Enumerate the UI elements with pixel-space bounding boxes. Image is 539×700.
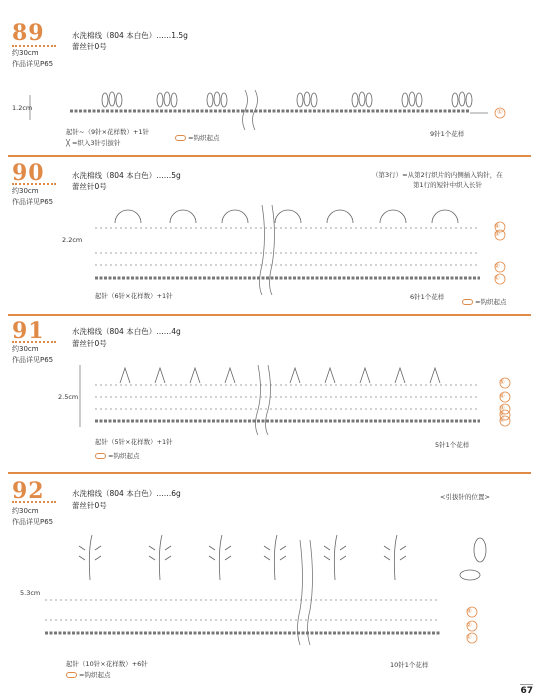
repeat-label: 5针1个花样	[435, 441, 470, 449]
row-marker: ④	[494, 222, 500, 230]
row-marker: ②	[466, 621, 472, 629]
height-label: 5.3cm	[20, 589, 41, 597]
row-marker: ②	[499, 410, 505, 418]
yarn-info: 水洗棉线（804 本白色）……4g	[72, 327, 181, 336]
section-divider	[8, 314, 531, 316]
height-label: 1.2cm	[12, 104, 33, 112]
row-marker: ③	[499, 404, 505, 412]
start-legend	[175, 133, 219, 142]
hook-info: 蕾丝针0号	[72, 501, 107, 510]
row3-note: （第3行）=从第2行织片的内侧插入钩针，在	[372, 171, 503, 179]
chain-note: 起针（10针×花样数）+6针	[66, 660, 148, 668]
chain-note: 起针（6针×花样数）+1针	[95, 292, 173, 300]
row-marker: ②	[494, 262, 500, 270]
row-marker: ⑤	[499, 378, 505, 386]
pattern-number: 89	[12, 20, 45, 46]
chain-note: 起针~（9针×花样数）+1针	[66, 128, 150, 136]
pattern-reference: 作品详见P65	[12, 198, 54, 206]
start-label: =钩织起点	[79, 671, 111, 679]
pattern-number: 92	[12, 478, 45, 504]
row-marker: ①	[497, 108, 503, 116]
pattern-reference: 作品详见P65	[12, 60, 54, 68]
row-marker: ①	[466, 633, 472, 641]
chain-note: 起针（5针×花样数）+1针	[95, 438, 173, 446]
pattern-length: 约30cm	[12, 345, 39, 353]
start-legend	[66, 670, 110, 679]
pattern-length: 约30cm	[12, 507, 39, 515]
pattern-number: 91	[12, 318, 45, 344]
yarn-info: 水洗棉线（804 本白色）……1.5g	[72, 31, 188, 40]
start-label: =钩织起点	[188, 134, 220, 142]
height-label: 2.5cm	[58, 393, 79, 401]
page-number: 67	[520, 686, 533, 696]
start-legend	[95, 451, 139, 460]
slip-position-title: <引拔针的位置>	[440, 493, 490, 501]
row-marker: ④	[499, 392, 505, 400]
height-label: 2.2cm	[62, 236, 83, 244]
dotted-rule	[12, 501, 56, 503]
crochet-diagram	[0, 520, 539, 650]
row3-note-cont: 第1行的短针中织入长针	[413, 181, 483, 189]
pattern-reference: 作品详见P65	[12, 356, 54, 364]
yarn-info: 水洗棉线（804 本白色）……5g	[72, 171, 181, 180]
hook-info: 蕾丝针0号	[72, 42, 107, 51]
stitch-note: ╳ =织入3针引拔针	[66, 139, 121, 147]
dotted-rule	[12, 183, 56, 185]
pattern-length: 约30cm	[12, 49, 39, 57]
hook-info: 蕾丝针0号	[72, 182, 107, 191]
pattern-length: 约30cm	[12, 187, 39, 195]
crochet-diagram	[0, 195, 539, 305]
pattern-number: 90	[12, 160, 45, 186]
start-label: =钩织起点	[108, 452, 140, 460]
section-divider	[8, 155, 531, 157]
row-marker: ①	[494, 274, 500, 282]
pattern-reference: 作品详见P65	[12, 518, 54, 526]
repeat-label: 9针1个花样	[430, 130, 465, 138]
crochet-diagram	[0, 355, 539, 445]
repeat-label: 10针1个花样	[390, 661, 429, 669]
start-label: =钩织起点	[475, 298, 507, 306]
hook-info: 蕾丝针0号	[72, 339, 107, 348]
start-symbol-icon	[95, 453, 106, 459]
dotted-rule	[12, 341, 56, 343]
repeat-label: 6针1个花样	[410, 293, 445, 301]
start-legend	[462, 297, 506, 306]
dotted-rule	[12, 45, 56, 47]
start-symbol-icon	[175, 135, 186, 141]
row-marker: ①	[499, 416, 505, 424]
start-symbol-icon	[462, 299, 473, 305]
row-marker: ③	[494, 230, 500, 238]
yarn-info: 水洗棉线（804 本白色）……6g	[72, 489, 181, 498]
row-marker: ③	[466, 607, 472, 615]
start-symbol-icon	[66, 672, 77, 678]
section-divider	[8, 472, 531, 474]
